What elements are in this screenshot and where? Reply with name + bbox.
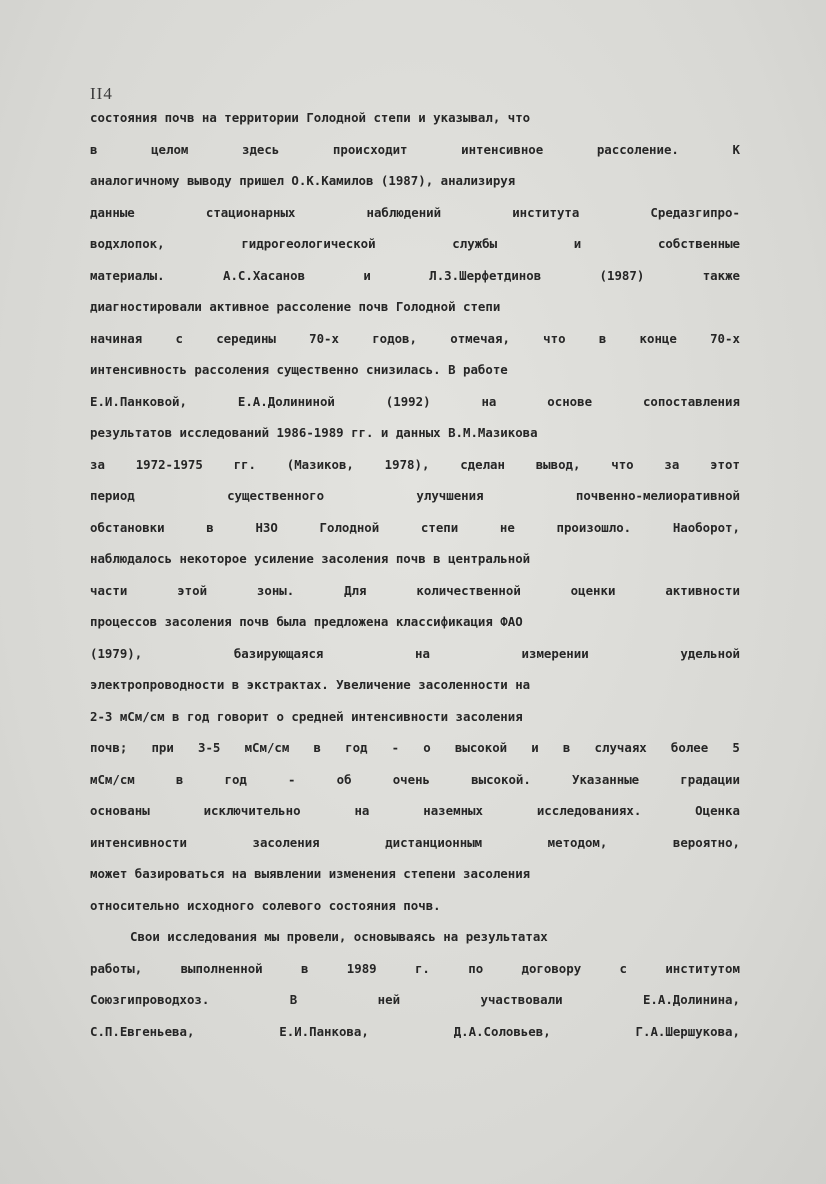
text-segment: удельной bbox=[680, 645, 740, 661]
text-segment: 3-5 bbox=[198, 740, 221, 755]
text-segment: наземных bbox=[423, 803, 483, 818]
text-segment: измерении bbox=[521, 645, 589, 661]
text-segment: собственные bbox=[657, 236, 740, 251]
text-segment: об bbox=[336, 771, 352, 787]
text-segment: с bbox=[175, 330, 183, 346]
text-segment: результатов исследований 1986-1989 гг. и данных В.М.Мазикова bbox=[90, 425, 538, 440]
text-line bbox=[90, 449, 740, 481]
text-line bbox=[90, 701, 740, 733]
text-segment: в bbox=[175, 771, 184, 787]
text-segment: В bbox=[289, 992, 298, 1007]
text-segment: очень bbox=[392, 771, 431, 787]
text-line bbox=[90, 260, 740, 292]
text-segment: (1987) bbox=[599, 267, 645, 283]
text-line bbox=[90, 417, 740, 449]
text-segment: год bbox=[224, 771, 247, 787]
body-text bbox=[90, 102, 740, 1047]
text-segment: К bbox=[732, 141, 740, 157]
text-line bbox=[90, 1016, 740, 1048]
text-segment: (Мазиков, bbox=[286, 456, 354, 472]
text-line bbox=[90, 134, 740, 166]
text-segment: стационарных bbox=[205, 204, 296, 220]
text-segment: в bbox=[300, 960, 309, 976]
text-segment: участвовали bbox=[480, 992, 563, 1007]
text-segment: Д.А.Соловьев, bbox=[453, 1023, 551, 1039]
text-line bbox=[90, 165, 740, 197]
text-segment: почв; bbox=[90, 740, 128, 755]
text-segment: гг. bbox=[233, 456, 256, 472]
text-segment: зоны. bbox=[256, 582, 295, 598]
text-line bbox=[90, 732, 740, 764]
text-segment: Для bbox=[344, 582, 367, 598]
text-line bbox=[90, 795, 740, 827]
text-segment: этой bbox=[177, 582, 208, 598]
text-segment: целом bbox=[151, 141, 189, 157]
text-segment: более bbox=[670, 740, 709, 755]
text-segment: происходит bbox=[332, 141, 408, 157]
text-segment: засоления bbox=[252, 834, 320, 850]
text-segment: случаях bbox=[594, 740, 647, 755]
text-segment: отмечая, bbox=[450, 330, 510, 346]
text-segment: дистанционным bbox=[385, 834, 483, 850]
text-segment: (1979), bbox=[90, 645, 143, 661]
text-segment: 1978), bbox=[384, 456, 430, 472]
text-segment: Средазгипро- bbox=[650, 204, 740, 220]
text-segment: ней bbox=[377, 992, 401, 1007]
text-line bbox=[90, 323, 740, 355]
text-segment: активности bbox=[665, 582, 740, 598]
text-line bbox=[90, 354, 740, 386]
text-segment: может базироваться на выявлении изменения степени засоления bbox=[90, 866, 531, 881]
text-segment: диагностировали активное рассоление почв Голодной степи bbox=[90, 299, 501, 314]
text-segment: относительно исходного солевого состояния почв. bbox=[90, 897, 441, 913]
text-segment: период bbox=[90, 488, 135, 503]
text-segment: процессов засоления почв была предложена классификация ФАО bbox=[90, 614, 523, 629]
text-segment: высокой. bbox=[471, 771, 531, 787]
text-line bbox=[90, 921, 740, 953]
text-segment: Союзгипроводхоз. bbox=[90, 992, 210, 1007]
text-segment: исследованиях. bbox=[536, 803, 642, 818]
text-segment: г. bbox=[414, 960, 430, 976]
text-segment: А.С.Хасанов bbox=[222, 267, 306, 283]
text-segment: Свои исследования мы провели, основываясь на результатах bbox=[130, 929, 548, 944]
text-segment: 1972-1975 bbox=[135, 456, 203, 472]
text-segment: сделан bbox=[460, 456, 505, 472]
text-segment: степи bbox=[420, 519, 459, 535]
text-segment: по bbox=[468, 960, 484, 976]
text-line bbox=[90, 858, 740, 890]
text-segment: существенного bbox=[227, 488, 325, 503]
text-segment: и bbox=[531, 740, 539, 755]
text-segment: на bbox=[481, 393, 497, 409]
text-segment: в bbox=[598, 330, 607, 346]
text-line bbox=[90, 512, 740, 544]
text-segment: о bbox=[423, 740, 431, 755]
text-segment: сопоставления bbox=[642, 393, 740, 409]
text-segment: части bbox=[90, 582, 128, 598]
text-segment: обстановки bbox=[90, 519, 165, 535]
text-segment: конце bbox=[639, 330, 677, 346]
text-segment: Оценка bbox=[695, 803, 740, 818]
text-segment: в bbox=[313, 740, 321, 755]
text-segment: здесь bbox=[242, 141, 280, 157]
text-segment: С.П.Евгеньева, bbox=[90, 1023, 195, 1039]
page-number: II4 bbox=[90, 84, 113, 103]
text-segment: интенсивность рассоления существенно снизилась. В работе bbox=[90, 362, 508, 377]
text-segment: произошло. bbox=[556, 519, 632, 535]
text-segment: за bbox=[90, 456, 105, 472]
text-segment: материалы. bbox=[90, 267, 165, 283]
text-segment: базирующаяся bbox=[233, 645, 324, 661]
text-segment: вероятно, bbox=[672, 834, 740, 850]
text-line bbox=[90, 890, 740, 922]
text-segment: 70-х bbox=[710, 330, 740, 346]
text-line bbox=[90, 764, 740, 796]
text-segment: состояния почв на территории Голодной степи и указывал, что bbox=[90, 110, 531, 125]
text-segment: НЗО bbox=[255, 519, 278, 535]
text-segment: не bbox=[499, 519, 515, 535]
text-segment: 70-х bbox=[309, 330, 339, 346]
text-segment: почвенно-мелиоративной bbox=[575, 488, 740, 503]
text-segment: при bbox=[151, 740, 174, 755]
text-segment: наблюдалось некоторое усиление засоления почв в центральной bbox=[90, 551, 531, 566]
text-segment: - bbox=[391, 740, 400, 755]
text-segment: исключительно bbox=[203, 803, 301, 818]
text-segment: гидрогеологической bbox=[241, 236, 376, 251]
text-line bbox=[90, 543, 740, 575]
text-line bbox=[90, 480, 740, 512]
text-segment: 1989 bbox=[346, 960, 377, 976]
text-segment: выполненной bbox=[180, 960, 263, 976]
text-segment: годов, bbox=[372, 330, 417, 346]
text-line bbox=[90, 669, 740, 701]
text-segment: рассоление. bbox=[596, 141, 679, 157]
text-segment: (1992) bbox=[385, 393, 431, 409]
text-segment: с bbox=[619, 960, 627, 976]
text-segment: мСм/см bbox=[90, 771, 135, 787]
text-segment: в bbox=[562, 740, 571, 755]
text-segment: за bbox=[664, 456, 680, 472]
text-line bbox=[90, 606, 740, 638]
text-segment: Е.А.Долининой bbox=[237, 393, 335, 409]
text-line bbox=[90, 575, 740, 607]
text-line bbox=[90, 984, 740, 1016]
text-segment: в bbox=[90, 141, 98, 157]
text-line bbox=[90, 197, 740, 229]
text-segment: что bbox=[611, 456, 634, 472]
text-segment: службы bbox=[452, 236, 498, 251]
text-line bbox=[90, 228, 740, 260]
text-segment: Г.А.Шершукова, bbox=[635, 1023, 740, 1039]
text-segment: середины bbox=[216, 330, 276, 346]
text-segment: Указанные bbox=[572, 771, 640, 787]
text-segment: начиная bbox=[90, 330, 143, 346]
text-segment: работы, bbox=[90, 960, 143, 976]
text-segment: в bbox=[206, 519, 214, 535]
text-segment: 2-3 мСм/см в год говорит о средней интенсивности засоления bbox=[90, 708, 523, 724]
text-segment: методом, bbox=[547, 834, 608, 850]
text-segment: что bbox=[543, 330, 566, 346]
text-segment: институтом bbox=[665, 960, 740, 976]
text-segment: института bbox=[512, 204, 580, 220]
text-segment: основе bbox=[547, 393, 593, 409]
text-segment: Наоборот, bbox=[672, 519, 740, 535]
text-segment: количественной bbox=[416, 582, 521, 598]
text-segment: интенсивное bbox=[461, 141, 544, 157]
text-segment: Голодной bbox=[319, 519, 380, 535]
text-segment: интенсивности bbox=[90, 834, 187, 850]
text-segment: договору bbox=[521, 960, 582, 976]
text-segment: градации bbox=[680, 771, 740, 787]
text-line bbox=[90, 953, 740, 985]
text-segment: мСм/см bbox=[244, 740, 290, 755]
text-segment: оценки bbox=[570, 582, 616, 598]
text-segment: на bbox=[354, 803, 370, 818]
text-segment: улучшения bbox=[416, 488, 484, 503]
text-line bbox=[90, 638, 740, 670]
text-line bbox=[90, 291, 740, 323]
text-segment: также bbox=[702, 267, 740, 283]
text-segment: и bbox=[363, 267, 371, 283]
text-segment: водхлопок, bbox=[90, 236, 165, 251]
text-segment: Е.А.Долинина, bbox=[642, 992, 740, 1007]
text-line bbox=[90, 386, 740, 418]
text-segment: на bbox=[415, 645, 430, 661]
text-segment: Л.З.Шерфетдинов bbox=[429, 267, 542, 283]
text-segment: этот bbox=[710, 456, 740, 472]
text-segment: - bbox=[288, 771, 296, 787]
text-line bbox=[90, 102, 740, 134]
text-line bbox=[90, 827, 740, 859]
text-segment: год bbox=[345, 740, 368, 755]
text-segment: и bbox=[573, 236, 582, 251]
text-segment: высокой bbox=[454, 740, 508, 755]
text-segment: вывод, bbox=[535, 456, 581, 472]
text-segment: Е.И.Панковой, bbox=[90, 393, 187, 409]
text-segment: аналогичному выводу пришел О.К.Камилов (1987), анализируя bbox=[90, 173, 516, 188]
text-segment: данные bbox=[90, 204, 135, 220]
text-segment: 5 bbox=[732, 740, 740, 755]
text-segment: Е.И.Панкова, bbox=[279, 1023, 369, 1039]
text-segment: электропроводности в экстрактах. Увеличение засоленности на bbox=[90, 677, 531, 692]
text-segment: основаны bbox=[90, 803, 150, 818]
text-segment: наблюдений bbox=[366, 204, 442, 220]
